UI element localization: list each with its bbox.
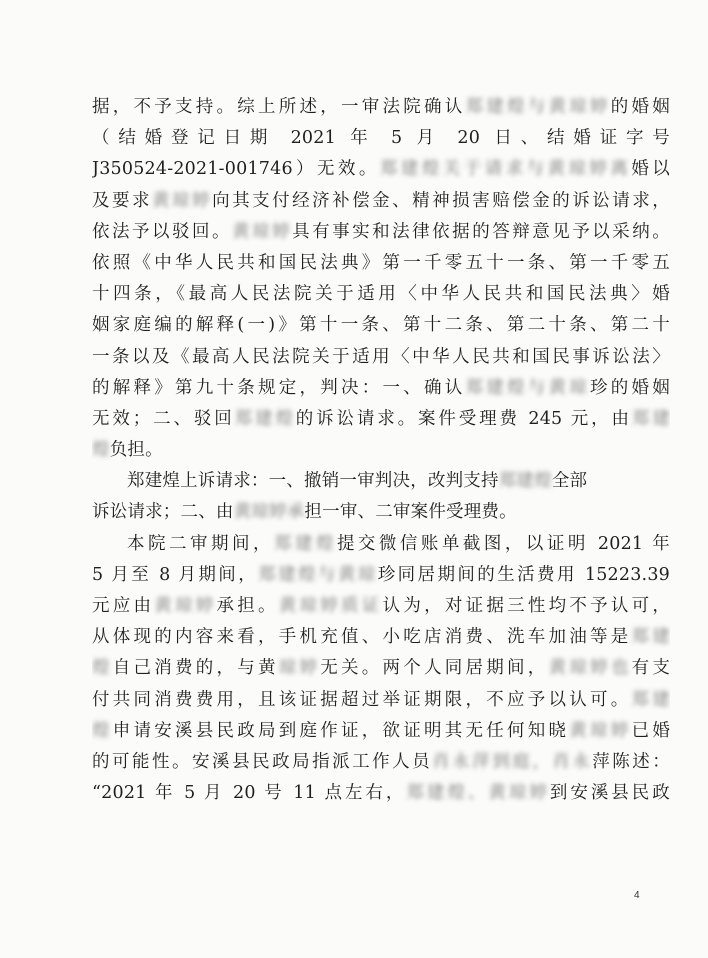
text-segment: 一条以及《最高人民法院关于适用〈中华人民共和国民事诉讼法〉 xyxy=(92,346,670,367)
text-segment: 萍陈述： xyxy=(592,751,670,772)
text-segment: 具有事实和法律依据的答辩意见予以采纳。 xyxy=(292,221,670,242)
redacted-name: 郑建煌关于请求与黄琼婷离 xyxy=(379,159,632,180)
text-segment: （结婚登记日期 2021 年 5 月 20 日、结婚证字号 xyxy=(92,128,670,149)
redacted-name: 郑建 xyxy=(631,627,670,648)
text-segment: 担一审、二审案件受理费。 xyxy=(304,502,517,523)
redacted-name: 郑建煌与黄琼 xyxy=(465,377,591,398)
text-line xyxy=(92,529,670,560)
text-line xyxy=(92,404,670,435)
text-segment: 姻家庭编的解释(一)》第十一条、第十二条、第二十条、第二十 xyxy=(92,315,670,336)
redacted-name: 黄琼婷也 xyxy=(548,658,632,679)
text-line xyxy=(92,248,670,279)
redacted-name: 黄琼婷承 xyxy=(233,502,305,523)
redacted-name: 郑建煌 xyxy=(273,533,337,554)
text-line xyxy=(92,685,670,716)
text-line xyxy=(92,279,670,310)
redacted-name: 郑建煌、黄琼婷 xyxy=(406,783,550,804)
page-number: 4 xyxy=(634,890,640,901)
text-segment: 珍的婚姻 xyxy=(590,377,670,398)
redacted-name: 郑建 xyxy=(631,408,670,429)
text-line xyxy=(92,310,670,341)
redacted-name: 郑建煌 xyxy=(498,471,552,492)
text-line xyxy=(92,435,670,466)
text-line xyxy=(92,747,670,778)
text-line xyxy=(92,123,670,154)
text-line xyxy=(92,622,670,653)
text-line xyxy=(92,778,670,809)
text-line xyxy=(92,154,670,185)
redacted-name: 郑建 xyxy=(631,689,670,710)
redacted-name: 黄琼婷质证 xyxy=(278,596,383,616)
redacted-name: 郑建煌与黄琼婷 xyxy=(465,97,611,117)
text-segment: 十四条，《最高人民法院关于适用〈中华人民共和国民法典〉婚 xyxy=(92,284,670,305)
text-segment: 负担。 xyxy=(109,440,163,461)
text-segment: 到安溪县民政 xyxy=(549,783,670,804)
text-segment: 已婚 xyxy=(631,720,670,741)
text-line xyxy=(92,466,670,497)
text-segment: 诉讼请求；二、由 xyxy=(92,502,234,523)
redacted-name: 郑建煌与黄琼 xyxy=(258,564,378,585)
text-line xyxy=(92,342,670,373)
text-segment: 全部 xyxy=(551,471,588,492)
text-segment: 付共同消费费用，且该证据超过举证期限，不应予以认可。 xyxy=(92,689,632,710)
redacted-name: 琼婷 xyxy=(278,658,321,679)
redacted-name: 黄琼婷 xyxy=(232,221,293,242)
text-line xyxy=(92,497,670,528)
redacted-name: 郑建煌 xyxy=(234,408,296,429)
text-line xyxy=(92,217,670,248)
text-segment: 有支 xyxy=(631,658,670,679)
text-line xyxy=(92,716,670,747)
text-segment: 据，不予支持。综上所述，一审法院确认 xyxy=(92,97,466,117)
text-segment: J350524-2021-001746）无效。 xyxy=(92,159,380,180)
text-segment: 提交微信账单截图，以证明 2021 年 xyxy=(336,533,670,554)
text-line xyxy=(92,560,670,591)
text-segment: 依法予以驳回。 xyxy=(92,221,233,242)
text-segment: 郑建煌上诉请求：一、撤销一审判决，改判支持 xyxy=(127,471,499,492)
text-segment: 的解释》第九十条规定，判决：一、确认 xyxy=(92,377,466,398)
redacted-name: 肖永萍到庭，肖永 xyxy=(432,751,593,772)
judgment-body-text xyxy=(92,92,670,809)
text-segment: 自己消费的，与黄 xyxy=(112,658,279,679)
text-segment: 珍同居期间的生活费用 15223.39 xyxy=(377,564,670,585)
text-segment: 的婚姻 xyxy=(610,97,670,117)
text-segment: 5 月至 8 月期间， xyxy=(92,564,259,585)
text-line xyxy=(92,186,670,217)
redacted-name: 黄琼婷 xyxy=(154,596,217,616)
text-segment: 及要求 xyxy=(92,190,153,211)
text-segment: 从体现的内容来看，手机充值、小吃店消费、洗车加油等是 xyxy=(92,627,632,648)
text-segment: 元应由 xyxy=(92,596,155,616)
text-segment: “2021 年 5 月 20 号 11 点左右， xyxy=(92,783,407,804)
text-segment: 的诉讼请求。案件受理费 245 元，由 xyxy=(295,408,632,429)
text-segment: 无效；二、驳回 xyxy=(92,408,235,429)
text-line xyxy=(92,92,670,123)
text-segment: 申请安溪县民政局到庭作证，欲证明其无任何知晓 xyxy=(112,720,570,741)
text-line xyxy=(92,373,670,404)
text-segment: 承担。 xyxy=(216,596,279,616)
text-segment: 向其支付经济补偿金、精神损害赔偿金的诉讼请求， xyxy=(212,190,670,211)
redacted-name: 黄琼婷 xyxy=(152,190,213,211)
redacted-name: 煌 xyxy=(92,720,113,741)
text-segment: 本院二审期间， xyxy=(127,533,274,554)
text-segment: 认为，对证据三性均不予认可， xyxy=(382,596,670,616)
text-segment: 无关。两个人同居期间， xyxy=(320,658,549,679)
redacted-name: 煌 xyxy=(92,440,110,461)
text-segment: 婚以 xyxy=(631,159,670,180)
text-segment: 的可能性。安溪县民政局指派工作人员 xyxy=(92,751,433,772)
redacted-name: 黄琼婷 xyxy=(569,720,632,741)
redacted-name: 煌 xyxy=(92,658,113,679)
text-line xyxy=(92,591,670,622)
text-segment: 依照《中华人民共和国民法典》第一千零五十一条、第一千零五 xyxy=(92,252,670,273)
text-line xyxy=(92,653,670,684)
